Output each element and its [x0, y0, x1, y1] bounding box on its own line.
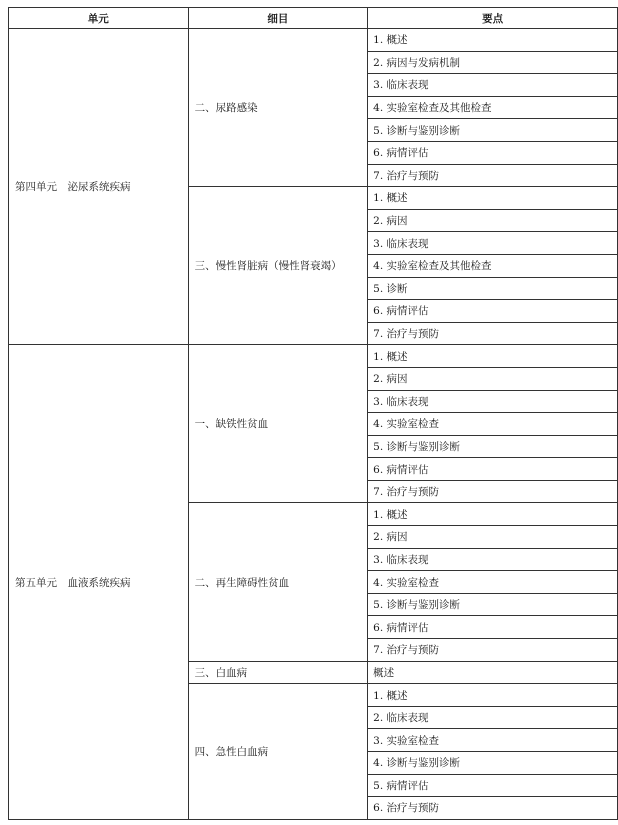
point-cell: 3. 临床表现: [368, 390, 618, 413]
table-body: [9, 29, 618, 820]
detail-cell: 三、慢性肾脏病（慢性肾衰竭）: [188, 187, 368, 345]
detail-cell: 二、尿路感染: [188, 29, 368, 187]
point-cell: 7. 治疗与预防: [368, 639, 618, 662]
point-cell: 1. 概述: [368, 187, 618, 210]
header-row: [9, 8, 618, 29]
point-cell: 6. 病情评估: [368, 300, 618, 323]
point-cell: 2. 病因: [368, 209, 618, 232]
table-row: [9, 345, 618, 368]
table-row: [9, 29, 618, 52]
point-cell: 4. 实验室检查及其他检查: [368, 96, 618, 119]
point-cell: 3. 临床表现: [368, 232, 618, 255]
detail-cell: 四、急性白血病: [188, 684, 368, 820]
point-cell: 1. 概述: [368, 684, 618, 707]
point-cell: 5. 诊断与鉴别诊断: [368, 119, 618, 142]
point-cell: 6. 病情评估: [368, 616, 618, 639]
point-cell: 概述: [368, 661, 618, 684]
point-cell: 6. 治疗与预防: [368, 797, 618, 820]
unit-cell: 第五单元 血液系统疾病: [9, 345, 189, 819]
point-cell: 5. 病情评估: [368, 774, 618, 797]
point-cell: 5. 诊断与鉴别诊断: [368, 435, 618, 458]
detail-cell: 三、白血病: [188, 661, 368, 684]
point-cell: 7. 治疗与预防: [368, 322, 618, 345]
syllabus-document: [8, 7, 618, 820]
detail-cell: 一、缺铁性贫血: [188, 345, 368, 503]
point-cell: 5. 诊断: [368, 277, 618, 300]
point-cell: 6. 病情评估: [368, 458, 618, 481]
syllabus-table: [8, 7, 618, 820]
point-cell: 2. 病因: [368, 367, 618, 390]
point-cell: 6. 病情评估: [368, 141, 618, 164]
point-cell: 2. 临床表现: [368, 706, 618, 729]
point-cell: 3. 临床表现: [368, 74, 618, 97]
point-cell: 1. 概述: [368, 503, 618, 526]
header-points: 要点: [368, 8, 618, 29]
header-unit: 单元: [9, 8, 189, 29]
point-cell: 2. 病因与发病机制: [368, 51, 618, 74]
point-cell: 3. 临床表现: [368, 548, 618, 571]
point-cell: 7. 治疗与预防: [368, 480, 618, 503]
point-cell: 5. 诊断与鉴别诊断: [368, 593, 618, 616]
point-cell: 4. 实验室检查及其他检查: [368, 254, 618, 277]
point-cell: 1. 概述: [368, 345, 618, 368]
point-cell: 3. 实验室检查: [368, 729, 618, 752]
point-cell: 4. 实验室检查: [368, 413, 618, 436]
unit-cell: 第四单元 泌尿系统疾病: [9, 29, 189, 345]
detail-cell: 二、再生障碍性贫血: [188, 503, 368, 661]
point-cell: 1. 概述: [368, 29, 618, 52]
point-cell: 2. 病因: [368, 526, 618, 549]
header-detail: 细目: [188, 8, 368, 29]
point-cell: 4. 诊断与鉴别诊断: [368, 752, 618, 775]
point-cell: 7. 治疗与预防: [368, 164, 618, 187]
point-cell: 4. 实验室检查: [368, 571, 618, 594]
